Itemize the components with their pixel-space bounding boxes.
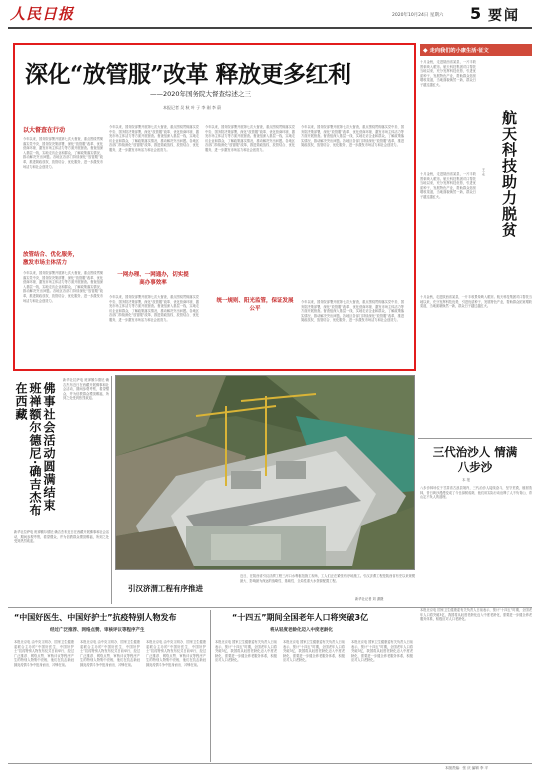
bottom-left-body-1: 本报北京电 由中央文明办、国家卫生健康委联合主办的“中国好医生、中国好护士”抗疫特别人物发布仪式日前举行，经过广泛推荐、网络点赞、审核评议等程序产生的特别人物集中亮相，他们在抗击新冠肺炎疫情斗争中挺身而出、冲锋在前。 <box>14 640 74 667</box>
bottom-right-body-1: 本报北京电 国家卫生健康委有关负责人日前表示，预计“十四五”时期，全国老年人口将突破3亿，我国将从轻度老龄化迈入中度老龄化，需要进一步健全养老服务体系，积极应对人口老龄化。 <box>215 640 277 663</box>
right-col-body-a: 十月金秋，走进陕西省某县，一片丰收景象映入眼帘。航天科技集团对口帮扶当地以来，充分发挥科技优势，引进优质种子，发展特色产业，帮助群众拓宽增收渠道，当地面貌焕然一新，群众日子越过越红火。 <box>420 60 476 87</box>
lead-subtitle: ——2020年国务院大督查综述之三 <box>150 90 252 98</box>
lead-body-col-4b: 今年以来，国务院部署开展第七次大督查，重点围绕贯彻落实党中央、国务院决策部署，深化“放管服”改革、优化营商环境、激发市场主体活力等方面开展督查。督查组深入基层一线，实地走访企业和群众，了解政策落实情况，推动解决突出问题。各地区各部门持续深化“放管服”改革，推进简政放权、放管结合、优化服务，进一步激发市场活力和社会创造力。 <box>301 300 404 323</box>
story3-title: 三代治沙人 情满八步沙 <box>432 445 518 474</box>
photo-caption-title: 引汉济渭工程有序推进 <box>128 584 203 593</box>
masthead-rule <box>8 27 532 29</box>
bottom-right-body-4: 本报北京电 国家卫生健康委有关负责人日前表示，预计“十四五”时期，全国老年人口将突破3亿，我国将从轻度老龄化迈入中度老龄化，需要进一步健全养老服务体系，积极应对人口老龄化。 <box>420 608 532 622</box>
lead-title: 深化“放管服”改革 释放更多红利 <box>25 61 351 88</box>
right-col-title: 航天科技助力脱贫 <box>500 110 518 238</box>
lead-body-col-2: 今年以来，国务院部署开展第七次大督查，重点围绕贯彻落实党中央、国务院决策部署，深化“放管服”改革、优化营商环境、激发市场主体活力等方面开展督查。督查组深入基层一线，实地走访企业和群众，了解政策落实情况，推动解决突出问题。各地区各部门持续深化“放管服”改革，推进简政放权、放管结合、优化服务，进一步激发市场活力和社会创造力。 <box>109 125 199 152</box>
lead-body-col-4: 今年以来，国务院部署开展第七次大督查，重点围绕贯彻落实党中央、国务院决策部署，深化“放管服”改革、优化营商环境、激发市场主体活力等方面开展督查。督查组深入基层一线，实地走访企业和群众，了解政策落实情况，推动解决突出问题。各地区各部门持续深化“放管服”改革，推进简政放权、放管结合、优化服务，进一步激发市场活力和社会创造力。 <box>301 125 404 148</box>
lead-pull-quote-1: 一网办理、一网通办，切实提高办事效率 <box>117 272 189 286</box>
page-number: 5 <box>470 4 482 23</box>
right-col-body-c: 十月金秋，走进陕西省某县，一片丰收景象映入眼帘。航天科技集团对口帮扶当地以来，充分发挥科技优势，引进优质种子，发展特色产业，帮助群众拓宽增收渠道，当地面貌焕然一新，群众日子越过越红火。 <box>420 295 532 309</box>
lead-byline: 本报记者 吴 秋 叶 子 李 刚 李 蔚 <box>163 105 222 110</box>
lead-body-col-1a: 今年以来，国务院部署开展第七次大督查，重点围绕贯彻落实党中央、国务院决策部署，深化“放管服”改革、优化营商环境、激发市场主体活力等方面开展督查。督查组深入基层一线，实地走访企业和群众，了解政策落实情况，推动解决突出问题。各地区各部门持续深化“放管服”改革，推进简政放权、放管结合、优化服务，进一步激发市场活力和社会创造力。 <box>23 137 103 169</box>
story2-title: 佛事社会活动圆满结束 班禅额尔德尼·确吉杰布在西藏 <box>14 382 56 518</box>
footer-text: 本版责编：张 庆 编辑 李 平 <box>445 766 488 770</box>
column-banner <box>420 44 532 56</box>
photo-caption: 近日，在陕西省引汉济渭工程三河口水利枢纽施工现场，工人们正在紧张有序地施工。引汉济渭工程是陕西省有史以来规模最大、影响最为深远的战略性、基础性、全局性重大水资源配置工程。 <box>240 574 415 583</box>
right-col-body-b: 十月金秋，走进陕西省某县，一片丰收景象映入眼帘。航天科技集团对口帮扶当地以来，充分发挥科技优势，引进优质种子，发展特色产业，帮助群众拓宽增收渠道，当地面貌焕然一新，群众日子越过越红火。 <box>420 172 476 199</box>
lead-body-col-2b: 今年以来，国务院部署开展第七次大督查，重点围绕贯彻落实党中央、国务院决策部署，深化“放管服”改革、优化营商环境、激发市场主体活力等方面开展督查。督查组深入基层一线，实地走访企业和群众，了解政策落实情况，推动解决突出问题。各地区各部门持续深化“放管服”改革，推进简政放权、放管结合、优化服务，进一步激发市场活力和社会创造力。 <box>109 295 199 322</box>
lead-pull-quote-2: 统一规则、阳光监管，保证发展公平 <box>216 298 294 312</box>
bottom-left-body-2: 本报北京电 由中央文明办、国家卫生健康委联合主办的“中国好医生、中国好护士”抗疫特别人物发布仪式日前举行，经过广泛推荐、网络点赞、审核评议等程序产生的特别人物集中亮相，他们在抗击新冠肺炎疫情斗争中挺身而出、冲锋在前。 <box>80 640 140 667</box>
story2-divider <box>111 376 112 604</box>
story2-body-right: 新华社拉萨电 班禅额尔德尼·确吉杰布近日在西藏开展佛事和社会活动，期间参观考察，看望僧众，并为信教群众摸顶赐福，所到之处受到热烈欢迎。 <box>63 378 109 401</box>
story3-author: 本 报 <box>462 478 471 482</box>
dam-photo <box>115 375 415 570</box>
bottom-right-body-3: 本报北京电 国家卫生健康委有关负责人日前表示，预计“十四五”时期，全国老年人口将突破3亿，我国将从轻度老龄化迈入中度老龄化，需要进一步健全养老服务体系，积极应对人口老龄化。 <box>351 640 413 663</box>
lead-subhead-1: 以大督查在行动 <box>23 127 66 134</box>
bottom-right-subtitle: 将从轻度老龄化迈入中度老龄化 <box>270 628 333 633</box>
bottom-right-title: “十四五”期间全国老年人口将突破3亿 <box>232 613 369 622</box>
bottom-right-body-2: 本报北京电 国家卫生健康委有关负责人日前表示，预计“十四五”时期，全国老年人口将突破3亿，我国将从轻度老龄化迈入中度老龄化，需要进一步健全养老服务体系，积极应对人口老龄化。 <box>283 640 345 663</box>
lead-subhead-2a: 放管结合、优化服务， <box>23 252 79 258</box>
dam-photo-image <box>116 376 415 570</box>
right-col-divider <box>418 438 532 439</box>
banner-flag-icon: ◆ <box>423 46 428 54</box>
lead-body-col-3: 今年以来，国务院部署开展第七次大督查，重点围绕贯彻落实党中央、国务院决策部署，深化“放管服”改革、优化营商环境、激发市场主体活力等方面开展督查。督查组深入基层一线，实地走访企业和群众，了解政策落实情况，推动解决突出问题。各地区各部门持续深化“放管服”改革，推进简政放权、放管结合、优化服务，进一步激发市场活力和社会创造力。 <box>205 125 295 152</box>
bottom-column-divider <box>210 610 211 762</box>
story3-body: 八步沙林场位于甘肃省古浪县境内，三代治沙人接续奋斗，坚守荒漠，植树造林，昔日黄沙漫漫变成了今日绿树成荫，他们用实际行动诠释了人不负青山、青山定不负人的道理。 <box>420 486 532 500</box>
page-name: 要闻 <box>488 8 520 24</box>
lead-article <box>13 43 416 371</box>
lead-body-col-1b: 今年以来，国务院部署开展第七次大督查，重点围绕贯彻落实党中央、国务院决策部署，深化“放管服”改革、优化营商环境、激发市场主体活力等方面开展督查。督查组深入基层一线，实地走访企业和群众，了解政策落实情况，推动解决突出问题。各地区各部门持续深化“放管服”改革，推进简政放权、放管结合、优化服务，进一步激发市场活力和社会创造力。 <box>23 271 103 303</box>
right-col-author: 王 永 <box>482 168 486 177</box>
bottom-left-body-3: 本报北京电 由中央文明办、国家卫生健康委联合主办的“中国好医生、中国好护士”抗疫特别人物发布仪式日前举行，经过广泛推荐、网络点赞、审核评议等程序产生的特别人物集中亮相，他们在抗击新冠肺炎疫情斗争中挺身而出、冲锋在前。 <box>146 640 206 667</box>
bottom-left-title: “中国好医生、中国好护士”抗疫特别人物发布 <box>14 613 177 622</box>
banner-text: 走向我们的小康生活·征文 <box>429 47 489 54</box>
issue-date: 2020年10月24日 星期六 <box>392 13 444 18</box>
footer-rule <box>8 763 532 764</box>
photo-credit: 新华社记者 刘 潇摄 <box>355 597 384 601</box>
story2-body-bottom: 新华社拉萨电 班禅额尔德尼·确吉杰布近日在西藏开展佛事和社会活动，期间参观考察，看望僧众，并为信教群众摸顶赐福，所到之处受到热烈欢迎。 <box>14 530 109 544</box>
lead-subhead-2b: 激发市场主体活力 <box>23 260 68 266</box>
masthead-logo: 人民日报 <box>10 5 75 23</box>
bottom-left-subtitle: 经过广泛推荐、网络点赞、审核评议等程序产生 <box>50 628 145 633</box>
